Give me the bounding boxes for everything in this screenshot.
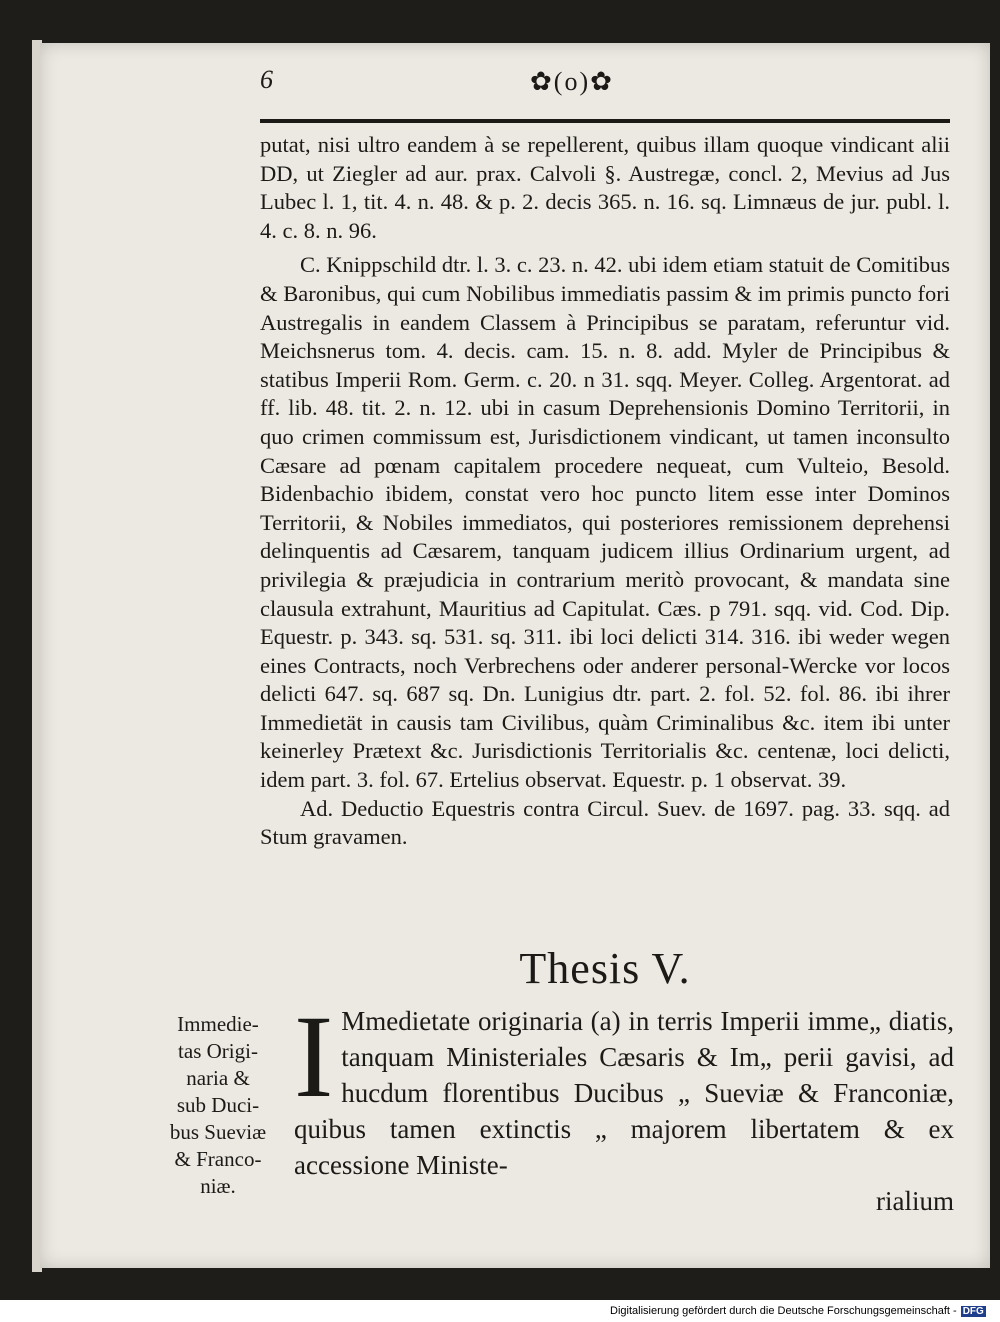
footer-credit: Digitalisierung gefördert durch die Deutsche Forschungsgemeinschaft - xyxy=(610,1305,957,1317)
paragraph-deductio: Ad. Deductio Equestris contra Circul. Suev. de 1697. pag. 33. sqq. ad Stum gravamen. xyxy=(260,795,950,850)
margin-note-line: tas Origi- xyxy=(178,1039,258,1063)
thesis-body xyxy=(294,991,954,1219)
body-text xyxy=(260,131,950,852)
header-rule xyxy=(260,119,950,123)
margin-note-line: & Franco- xyxy=(174,1147,262,1171)
thesis-title: Thesis V. xyxy=(519,944,691,993)
margin-note xyxy=(168,1011,268,1200)
margin-note-line: bus Sueviæ xyxy=(169,1120,267,1144)
header-ornament: ✿(o)✿ xyxy=(530,67,614,96)
paragraph-citations: C. Knippschild dtr. l. 3. c. 23. n. 42. ubi idem etiam statuit de Comitibus & Baronibus, qui cum Nobilibus immediatis passim & im primis puncto fori Austregalis in eandem Classem à Principibus se paratam, referuntur vid. Meichsnerus tom. 4. decis. cam. 15. n. 8. add. Myler de Principibus & statibus Imperii Rom. Germ. c. 20. n 31. sqq. Meyer. Colleg. Argentorat. ad ff. lib. 48. tit. 2. n. 12. ubi in casum Deprehensionis Domino Territorii, in quo crimen commissum est, Jurisdictionem vindicant, ut tamen inconsulto Cæsare ad pœnam capitalem procedere nequeat, cum Vulteio, Besold. Bidenbachio ibidem, constat vero hoc puncto litem esse inter Dominos Territorii, & Nobiles immediatos, qui posteriores remissionem deprehensi delinquentis ad Cæsarem, tanquam judicem illius Ordinarium urgent, ad privilegia & præjudicia in contrarium meritò provocant, & mandata sine clausula extrahunt, Mauritius ad Capitulat. Cæs. p 791. sqq. vid. Cod. Dip. Equestr. p. 343. sq. 531. sq. 311. ibi loci delicti 314. 316. ibi weder wegen eines Contracts, noch Verbrechens oder anderer personal-Wercke vor locos delicti 647. sq. 687 sq. Dn. Lunigius dtr. part. 2. fol. 52. fol. 86. ibi ihrer Immedietät in causis tam Civilibus, quàm Criminalibus &c. item ibi unter keinerley Prætext &c. Jurisdictionis Territorialis &c. centenæ, loci delicti, idem part. 3. fol. 67. Ertelius observat. Equestr. p. 1 observat. 39. xyxy=(260,252,950,793)
margin-note-line: niæ. xyxy=(200,1174,236,1198)
margin-note-line: sub Duci- xyxy=(176,1093,260,1117)
thesis-text: Mmedietate originaria (a) in terris Imperii imme„ diatis, tanquam Ministeriales Cæsaris & Im„ perii gavisi, ad hucdum florentibus Ducibus „ Sueviæ & Franconiæ, quibus tamen extinctis „ majorem libertatem & ex accessione Ministe- xyxy=(294,1006,954,1180)
dfg-logo: DFG xyxy=(962,1306,984,1317)
digitization-footer xyxy=(610,1305,995,1321)
page-header xyxy=(260,65,960,105)
page-number: 6 xyxy=(260,65,273,94)
drop-cap: I xyxy=(294,991,334,1122)
margin-note-line: Immedie- xyxy=(177,1012,259,1036)
thesis-catchword: rialium xyxy=(876,1186,954,1216)
book-page xyxy=(40,43,990,1268)
margin-note-line: naria & xyxy=(186,1066,250,1090)
paragraph-continuation: putat, nisi ultro eandem à se repellerent, quibus illam quoque vindicant alii DD, ut Ziegler ad aur. prax. Calvoli §. Austregæ, concl. 2, Mevius ad Jus Lubec l. 1, tit. 4. n. 48. & p. 2. decis 365. n. 16. sq. Limnæus de jur. publ. l. 4. c. 8. n. 96. xyxy=(260,132,950,243)
